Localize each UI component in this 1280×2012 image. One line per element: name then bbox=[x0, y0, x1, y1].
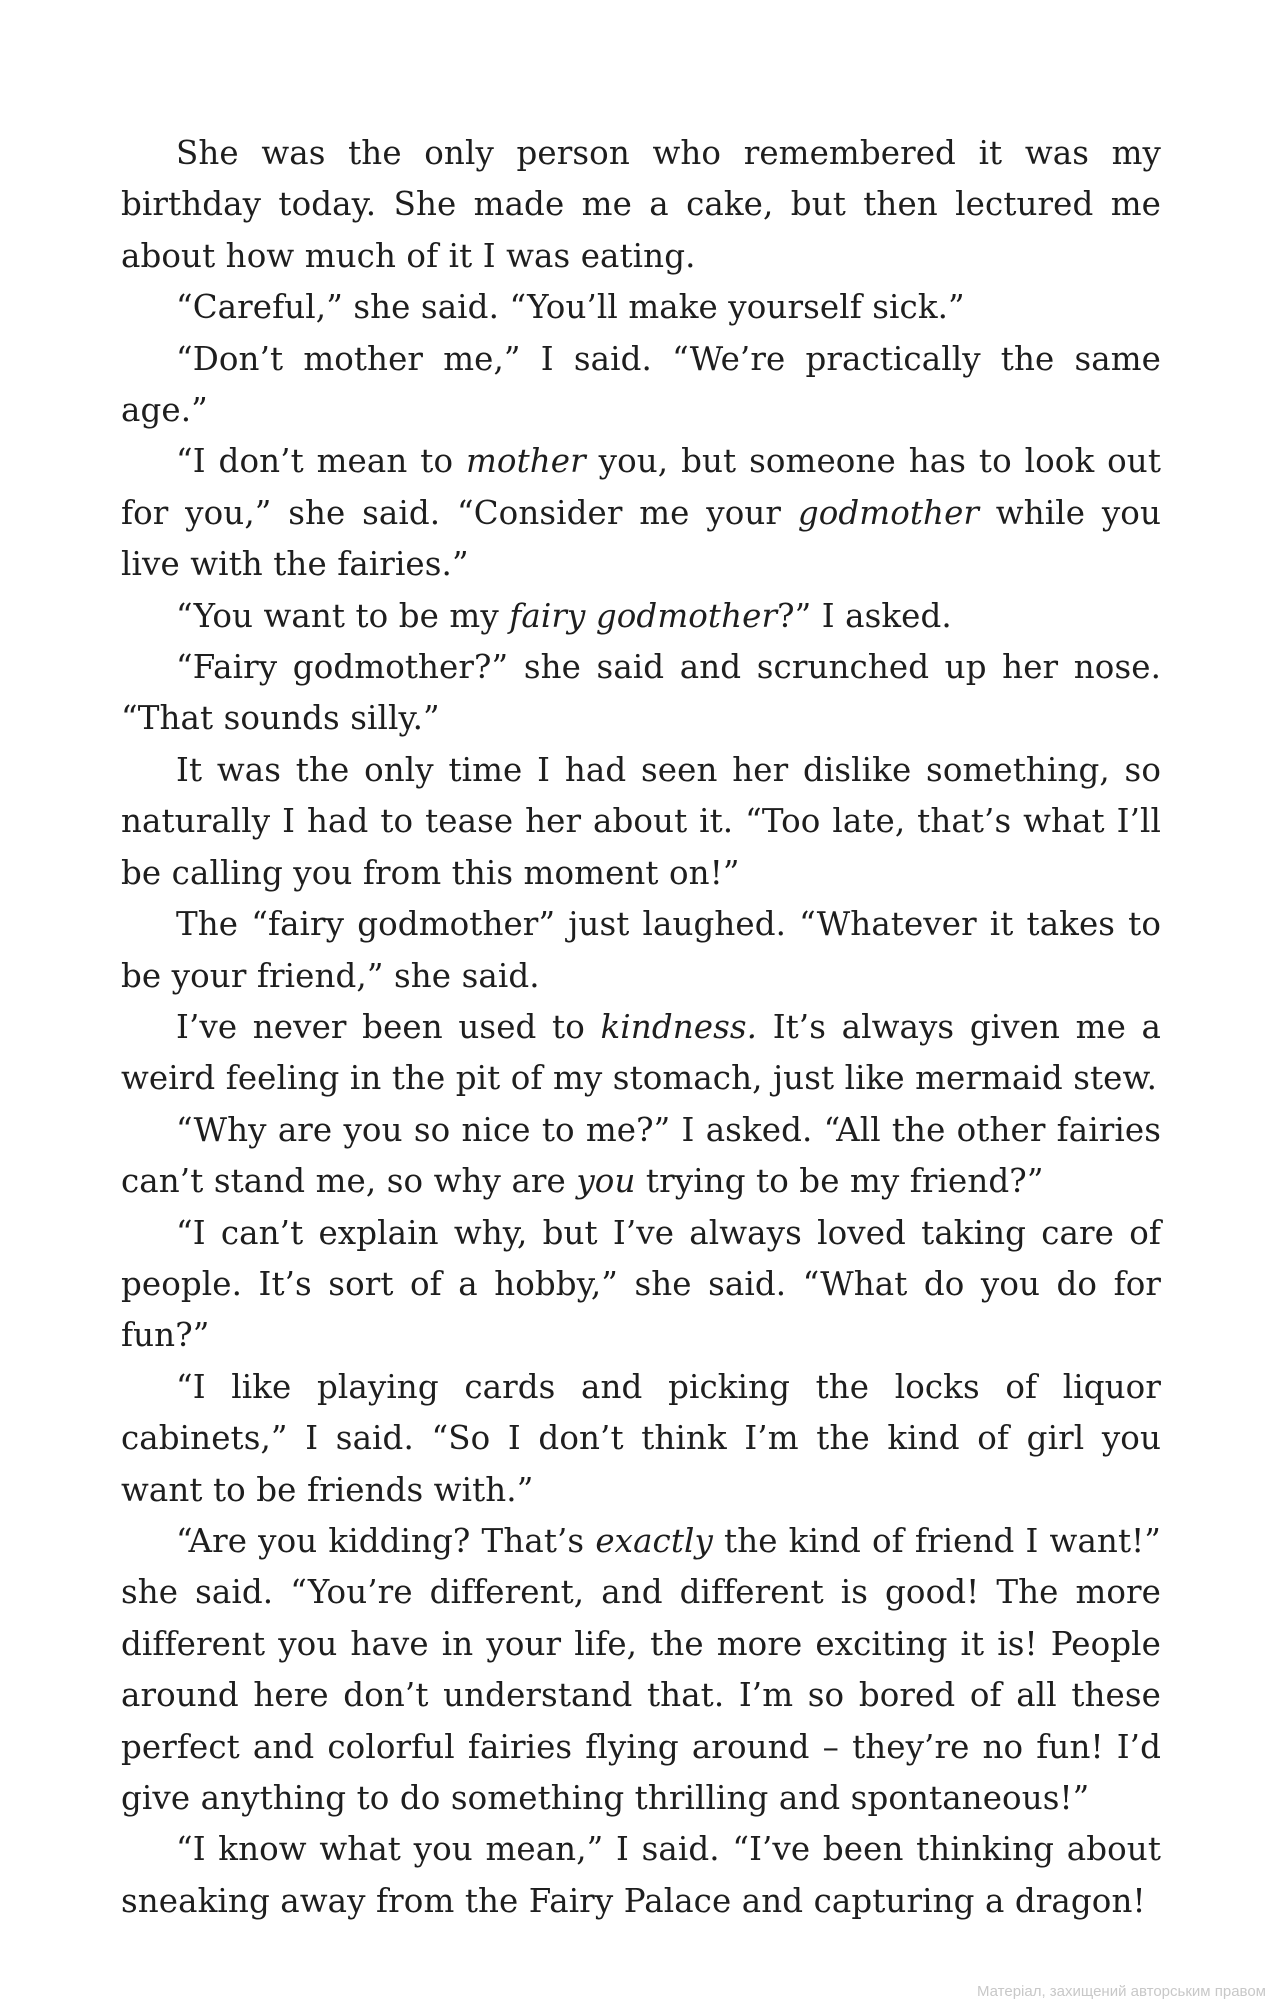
italic-text: godmother bbox=[797, 493, 980, 532]
paragraph bbox=[121, 1362, 1161, 1516]
text-segment: “You want to be my bbox=[176, 596, 510, 635]
copyright-watermark: Матеріал, захищений авторським правом bbox=[976, 1983, 1266, 2000]
italic-text: fairy godmother bbox=[509, 596, 778, 635]
text-segment: “Careful,” she said. “You’ll make yourself sick.” bbox=[176, 288, 965, 327]
text-segment: I’ve never been used to bbox=[176, 1007, 601, 1046]
paragraph bbox=[121, 436, 1161, 590]
paragraph bbox=[121, 1002, 1161, 1105]
paragraph bbox=[121, 899, 1161, 1002]
italic-text: mother bbox=[466, 442, 586, 481]
text-segment: “Are you kidding? That’s bbox=[176, 1521, 596, 1560]
paragraph bbox=[121, 745, 1161, 899]
italic-text: kindness. bbox=[600, 1007, 758, 1046]
text-segment: It was the only time I had seen her dislike something, so naturally I had to tease her about it. “Too late, that’s what I’ll be calling you from this moment on!” bbox=[121, 750, 1161, 892]
text-segment: “I can’t explain why, but I’ve always loved taking care of people. It’s sort of a hobby,” she said. “What do you do for fun?” bbox=[121, 1213, 1161, 1355]
paragraph bbox=[121, 1516, 1161, 1824]
text-segment: “Don’t mother me,” I said. “We’re practically the same age.” bbox=[121, 339, 1161, 430]
book-page-body bbox=[121, 128, 1161, 1927]
italic-text: exactly bbox=[595, 1521, 713, 1560]
paragraph bbox=[121, 282, 1161, 333]
text-segment: “I know what you mean,” I said. “I’ve been thinking about sneaking away from the Fairy Palace and capturing a dragon! bbox=[121, 1830, 1161, 1920]
text-segment: The “fairy godmother” just laughed. “Whatever it takes to be your friend,” she said. bbox=[121, 905, 1161, 995]
text-segment: trying to be my friend?” bbox=[635, 1162, 1044, 1201]
text-segment: “I like playing cards and picking the locks of liquor cabinets,” I said. “So I don’t think I’m the kind of girl you want to be friends with.” bbox=[121, 1367, 1161, 1509]
text-segment: you, but someone has to look out for you,” she said. “Consider me your bbox=[121, 442, 1161, 532]
paragraph bbox=[121, 1208, 1161, 1362]
text-segment: ?” I asked. bbox=[777, 596, 952, 635]
paragraph bbox=[121, 642, 1161, 745]
text-segment: “Why are you so nice to me?” I asked. “All the other fairies can’t stand me, so why are bbox=[121, 1110, 1161, 1201]
text-segment: the kind of friend I want!” she said. “You’re different, and different is good! The more different you have in your life, the more exciting it is! People around here don’t understand that. I’m so bored of all these perfect and colorful fairies flying around – they’re no fun! I’d give anything to do something thrilling and spontaneous!” bbox=[121, 1521, 1162, 1817]
text-segment: It’s always given me a weird feeling in the pit of my stomach, just like mermaid stew. bbox=[121, 1007, 1161, 1098]
paragraph bbox=[121, 591, 1161, 642]
italic-text: you bbox=[576, 1162, 636, 1201]
paragraph bbox=[121, 128, 1161, 282]
text-segment: while you live with the fairies.” bbox=[121, 493, 1161, 584]
paragraph bbox=[121, 1105, 1161, 1208]
text-segment: She was the only person who remembered it was my birthday today. She made me a cake, but then lectured me about how much of it I was eating. bbox=[121, 134, 1161, 275]
paragraph bbox=[121, 334, 1161, 437]
paragraph bbox=[121, 1824, 1161, 1927]
text-segment: “Fairy godmother?” she said and scrunched up her nose. “That sounds silly.” bbox=[121, 648, 1161, 738]
text-segment: “I don’t mean to bbox=[176, 442, 466, 481]
